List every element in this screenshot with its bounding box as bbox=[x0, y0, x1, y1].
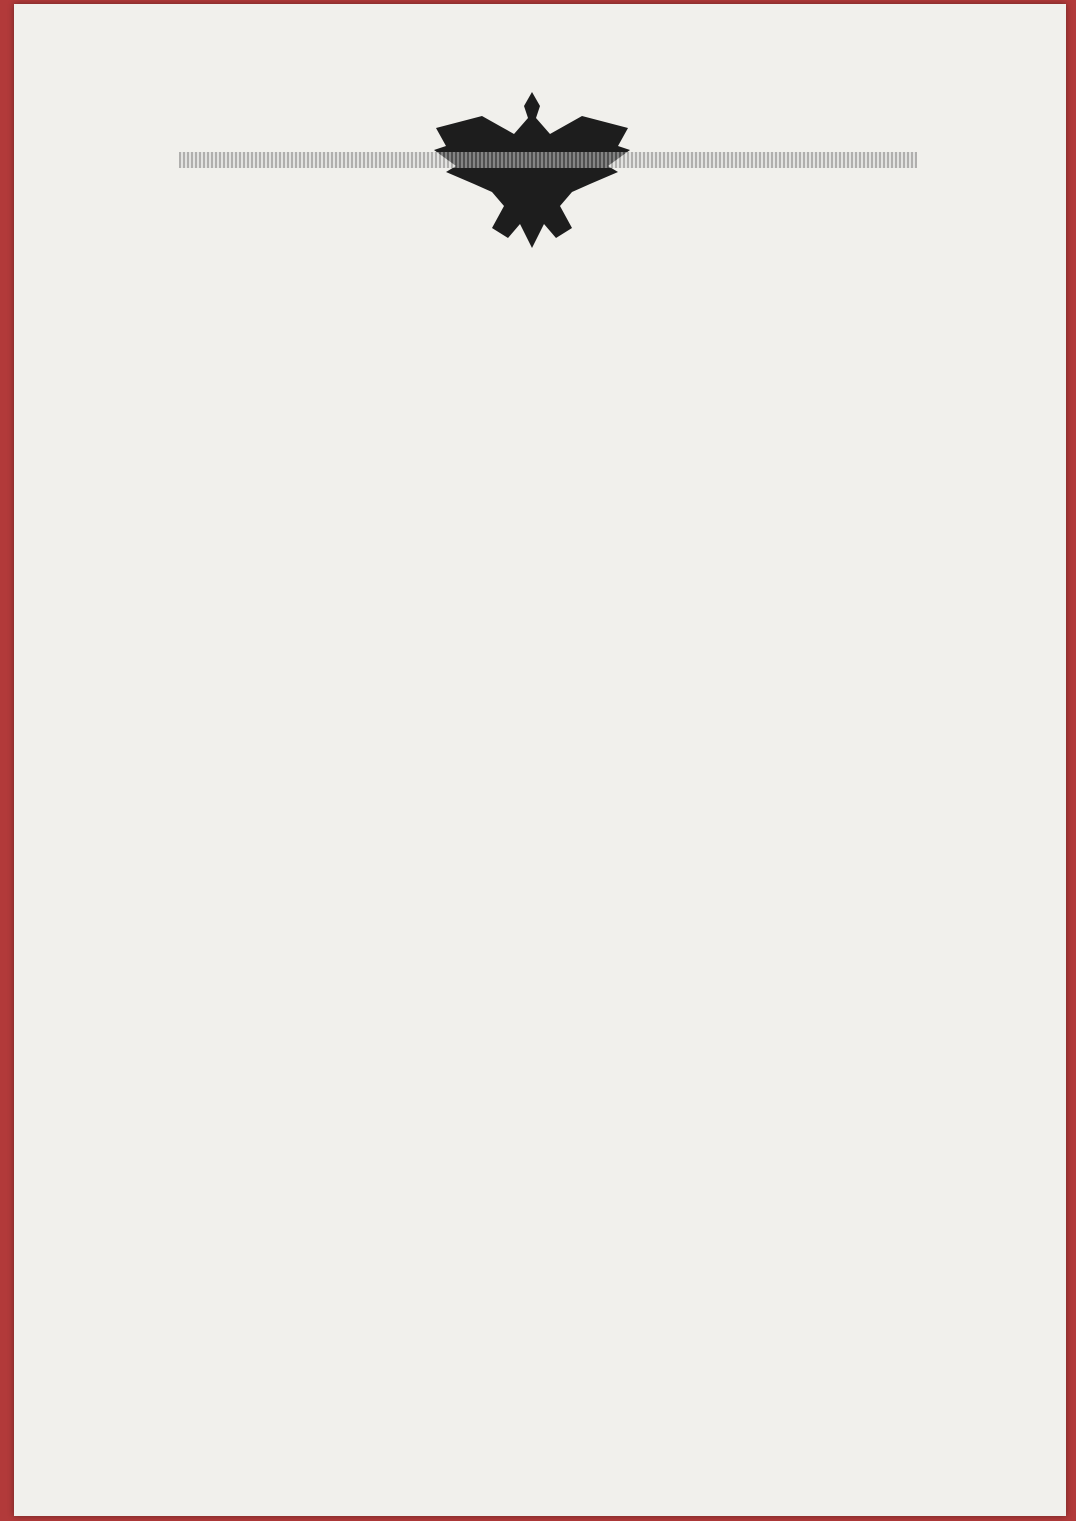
garuda-emblem-icon bbox=[432, 88, 632, 258]
top-border bbox=[179, 152, 917, 168]
deed-paper bbox=[14, 4, 1066, 1516]
